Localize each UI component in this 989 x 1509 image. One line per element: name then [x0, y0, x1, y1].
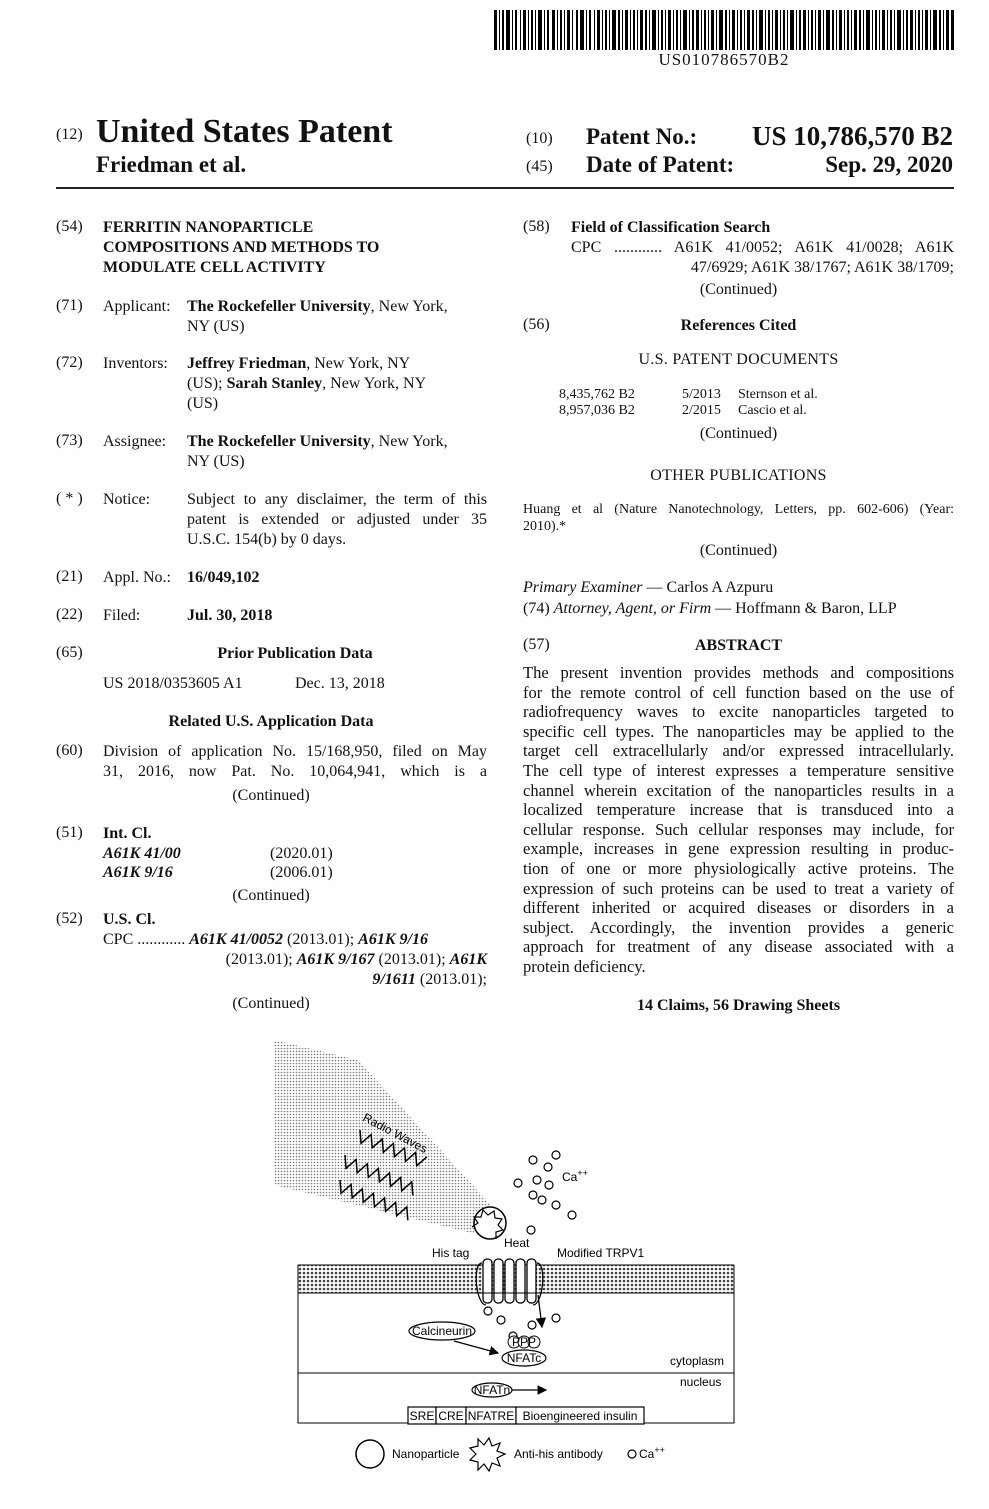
abstract-line: radiofrequency waves to excite nanoparticles targeted to: [523, 702, 954, 722]
inventors: [187, 354, 487, 414]
continued-note: (Continued): [699, 281, 778, 298]
abstract-line: specific cell types. The nanoparticles may be applied to the: [523, 721, 954, 741]
nucleus-label: nucleus: [680, 1375, 722, 1389]
inventor-name: Jeffrey Friedman: [187, 355, 307, 372]
applicant: [187, 297, 487, 337]
nfatn-label: NFATn: [473, 1383, 511, 1397]
radio-waves-label: Radio Waves: [360, 1110, 430, 1156]
int-cl-code: A61K 9/16: [103, 864, 173, 881]
cytoplasm-label: cytoplasm: [670, 1354, 725, 1368]
cpc-code: 9/1611: [372, 971, 416, 988]
representative-figure: [250, 1035, 750, 1475]
prior-pub-date: Dec. 13, 2018: [295, 675, 385, 692]
examiner-name: — Carlos A Azpuru: [642, 579, 774, 596]
inventor-location: (US): [187, 395, 219, 412]
code-73: (73): [56, 432, 83, 449]
int-cl-label: Int. Cl.: [103, 825, 152, 842]
claims-summary: 14 Claims, 56 Drawing Sheets: [636, 997, 841, 1014]
int-cl-date: (2020.01): [270, 845, 333, 862]
assignee-location: , New York,: [370, 433, 448, 450]
cpc-code: A61K 9/167: [296, 951, 375, 968]
appl-no: 16/049,102: [187, 569, 260, 586]
field-cpc-line: 47/6929; A61K 38/1767; A61K 38/1709;: [690, 259, 954, 276]
date-label: Date of Patent:: [586, 152, 735, 177]
doc-type: United States Patent: [96, 113, 393, 150]
legend-ca-charge: ++: [654, 1445, 665, 1455]
abstract-line: expression of such proteins can be used to treat a variety of: [523, 878, 954, 898]
notice-text: [187, 490, 487, 550]
continued-note: (Continued): [699, 425, 778, 442]
prior-pub-heading: Prior Publication Data: [217, 645, 373, 662]
us-docs-heading: U.S. PATENT DOCUMENTS: [638, 351, 839, 368]
gene-label: NFATRE: [467, 1409, 515, 1423]
gene-label: Bioengineered insulin: [522, 1409, 638, 1423]
title-line: FERRITIN NANOPARTICLE: [103, 219, 314, 236]
heat-label: Heat: [504, 1236, 530, 1250]
invention-title: [103, 218, 379, 278]
code-notice: ( * ): [56, 490, 83, 507]
code-21: (21): [56, 568, 83, 585]
nfatc-label: NFATc: [506, 1351, 542, 1365]
continued-note: (Continued): [699, 542, 778, 559]
assignee-location: NY (US): [187, 453, 245, 470]
filed-label: Filed:: [103, 607, 141, 624]
other-pub: [523, 501, 954, 535]
ca-influx-arrow: [538, 1295, 542, 1327]
abstract-line: subject. Accordingly, the invention provides a generic: [523, 917, 954, 937]
calcium-ions: [514, 1151, 576, 1234]
refs-heading: References Cited: [680, 317, 797, 334]
inventor-location: , New York, NY: [306, 355, 411, 372]
gene-label: SRE: [409, 1409, 435, 1423]
filed-date: Jul. 30, 2018: [187, 607, 273, 624]
notice-line: patent is extended or adjusted under 35: [187, 511, 487, 528]
title-line: MODULATE CELL ACTIVITY: [103, 259, 326, 276]
attorney-name: — Hoffmann & Baron, LLP: [711, 600, 897, 617]
code-57: (57): [523, 636, 550, 653]
other-pubs-heading: OTHER PUBLICATIONS: [650, 467, 827, 484]
legend-nanoparticle-icon: [356, 1440, 384, 1468]
related-line: Division of application No. 15/168,950, filed on May: [103, 743, 487, 760]
applicant-name: The Rockefeller University: [187, 298, 371, 315]
barcode: [494, 10, 954, 50]
abstract-line: cellular response. Such cellular responses may include, for: [523, 819, 954, 839]
code-51: (51): [56, 824, 83, 841]
continued-note: (Continued): [232, 787, 310, 804]
ref-row: [559, 402, 807, 419]
assignee-label: Assignee:: [103, 433, 167, 450]
examiner: [523, 578, 773, 598]
gene-label: CRE: [438, 1409, 464, 1423]
calcium-charge: ++: [577, 1168, 588, 1178]
code-56: (56): [523, 316, 550, 333]
patent-no-label: Patent No.:: [586, 124, 698, 149]
legend-antibody-icon: [470, 1438, 505, 1471]
abstract-line: tion of one or more physiologically active proteins. The: [523, 858, 954, 878]
cpc-code: A61K 41/0052: [189, 931, 284, 948]
ref-number: 8,957,036 B2: [559, 403, 635, 418]
prior-pub-number: US 2018/0353605 A1: [103, 675, 243, 692]
legend-ca-text: Ca: [639, 1447, 655, 1461]
field-cpc: [571, 238, 954, 278]
code-58: (58): [523, 218, 550, 235]
abstract-line: different inherited or acquired diseases or disorders in a: [523, 898, 954, 918]
legend-antibody-label: Anti-his antibody: [514, 1447, 603, 1461]
legend-nanoparticle-label: Nanoparticle: [392, 1447, 460, 1461]
code-72: (72): [56, 354, 83, 371]
int-cl-code: A61K 41/00: [103, 845, 181, 862]
code-22: (22): [56, 606, 83, 623]
ref-name: Cascio et al.: [738, 403, 807, 418]
abstract-line: The cell type of interest expresses a temperature sensitive: [523, 760, 954, 780]
int-cl-date: (2006.01): [270, 864, 333, 881]
trpv1-label: Modified TRPV1: [557, 1246, 645, 1260]
other-pub-line: Huang et al (Nature Nanotechnology, Letters, pp. 602-606) (Year:: [523, 502, 954, 517]
abstract-line: example, increases in gene expression resulting in produc-: [523, 839, 954, 859]
barcode-number: US010786570B2: [658, 50, 790, 69]
header-rule: [56, 187, 954, 189]
trpv1-channel: [483, 1259, 536, 1303]
abstract-line: localized temperature increase that is transduced into a: [523, 800, 954, 820]
code-12: (12): [56, 126, 83, 143]
ref-name: Sternson et al.: [738, 387, 818, 402]
us-cl-label: U.S. Cl.: [103, 911, 156, 928]
examiner-label: Primary Examiner: [523, 579, 643, 596]
inventor-location: (US);: [187, 375, 227, 392]
ref-date: 2/2015: [682, 403, 721, 418]
abstract-line: approach for treatment of any disease associated with a: [523, 937, 954, 957]
cpc-date: (2013.01);: [415, 971, 487, 988]
cpc-date: (2013.01);: [283, 931, 359, 948]
abstract-line: channel wherein excitation of the nanoparticles results in a: [523, 780, 954, 800]
other-pub-line: 2010).*: [523, 519, 567, 534]
inventor-name: Sarah Stanley: [226, 375, 323, 392]
code-52: (52): [56, 910, 83, 927]
attorney: [523, 599, 897, 619]
patent-date: Sep. 29, 2020: [825, 152, 953, 177]
ref-row: [559, 386, 818, 403]
related-text: [103, 742, 487, 782]
field-heading: Field of Classification Search: [571, 219, 771, 236]
notice-label: Notice:: [103, 491, 151, 508]
abstract-line: target cell extracellularly and/or expressed intracellularly.: [523, 741, 954, 761]
applicant-location: NY (US): [187, 318, 245, 335]
code-74: (74): [523, 600, 550, 617]
legend-ca-icon: [628, 1450, 636, 1458]
phosphate-label: PPP: [511, 1335, 537, 1349]
his-tag-label: His tag: [432, 1246, 470, 1260]
ref-date: 5/2013: [682, 387, 721, 402]
abstract-line: for the remote control of cell function based on the use of: [523, 682, 954, 702]
assignee: [187, 432, 487, 472]
patent-number: US 10,786,570 B2: [751, 121, 953, 151]
calcium-text: Ca: [562, 1170, 578, 1184]
code-71: (71): [56, 297, 83, 314]
calcineurin-label: Calcineurin: [411, 1324, 473, 1338]
appl-no-label: Appl. No.:: [103, 569, 171, 586]
barcode-graphic: [494, 10, 954, 50]
title-line: COMPOSITIONS AND METHODS TO: [103, 239, 380, 256]
continued-note: (Continued): [232, 995, 310, 1012]
related-line: 31, 2016, now Pat. No. 10,064,941, which is a: [103, 763, 487, 780]
applicant-label: Applicant:: [103, 298, 171, 315]
inventor-short: Friedman et al.: [96, 152, 247, 177]
calcineurin-arrow: [454, 1341, 498, 1353]
inventors-label: Inventors:: [103, 355, 168, 372]
field-cpc-line: CPC ............ A61K 41/0052; A61K 41/0028; A61K: [571, 239, 954, 256]
legend-ca-label: [639, 1445, 665, 1461]
abstract-line: The present invention provides methods and compositions: [523, 663, 954, 682]
attorney-label: Attorney, Agent, or Firm: [553, 600, 712, 617]
calcium-label: [562, 1168, 588, 1184]
cpc-prefix: CPC ............: [103, 931, 186, 948]
code-45: (45): [526, 158, 553, 175]
code-54: (54): [56, 218, 83, 235]
applicant-location: , New York,: [370, 298, 448, 315]
code-60: (60): [56, 742, 83, 759]
assignee-name: The Rockefeller University: [187, 433, 371, 450]
radio-beam: [274, 1040, 500, 1235]
nanoparticle-icon: [474, 1207, 506, 1239]
abstract-line: protein deficiency.: [523, 956, 646, 976]
abstract-body: [523, 663, 954, 977]
related-heading: Related U.S. Application Data: [168, 713, 374, 730]
inventor-location: , New York, NY: [322, 375, 427, 392]
notice-line: Subject to any disclaimer, the term of this: [187, 491, 487, 508]
cpc-date: (2013.01);: [225, 951, 297, 968]
cpc-date: (2013.01);: [374, 951, 450, 968]
cpc-code: A61K 9/16: [358, 931, 428, 948]
code-65: (65): [56, 644, 83, 661]
cpc-code: A61K: [449, 951, 487, 968]
abstract-heading: ABSTRACT: [694, 637, 783, 654]
notice-line: U.S.C. 154(b) by 0 days.: [187, 531, 347, 548]
continued-note: (Continued): [232, 887, 310, 904]
us-cpc: [103, 930, 487, 990]
ref-number: 8,435,762 B2: [559, 387, 635, 402]
code-10: (10): [526, 130, 553, 147]
